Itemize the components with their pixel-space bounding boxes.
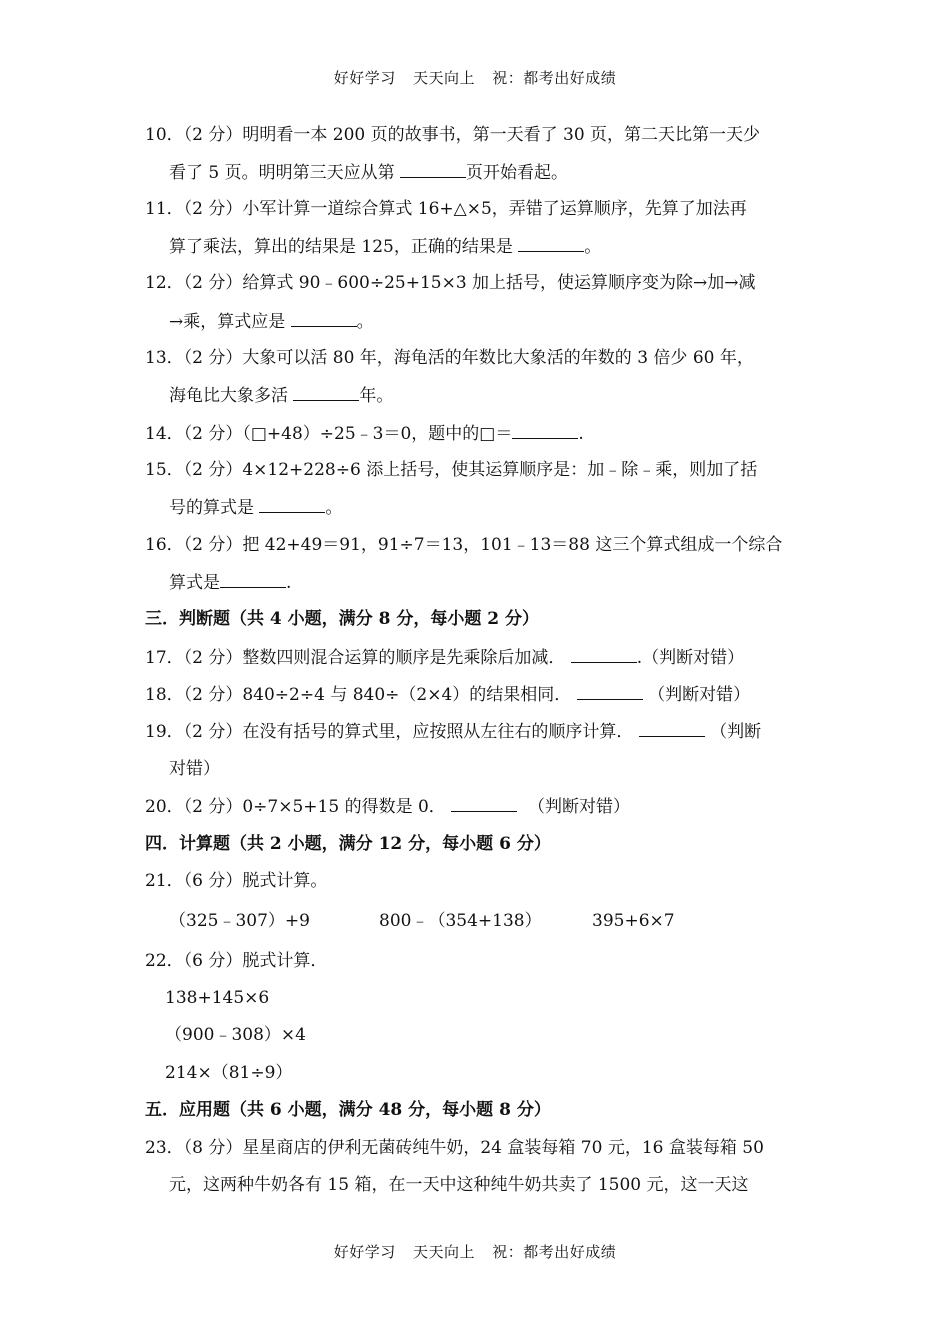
q22-expr-1: 138+145×6	[165, 988, 270, 1008]
q17-line	[145, 646, 744, 669]
q22-expr-2: （900﹣308）×4	[165, 1025, 306, 1045]
q18-text-end: （判断对错）	[648, 685, 751, 705]
q12-line-2	[169, 310, 374, 333]
q11-text-end: 。	[584, 237, 602, 257]
q14-text-end: .	[578, 424, 584, 444]
q11-line-2	[169, 235, 601, 258]
q19-answer-blank	[639, 720, 705, 737]
q22-line: 22．（6 分）脱式计算．	[145, 951, 328, 971]
q15-line-2	[169, 496, 342, 519]
footer-part-1: 好好学习	[333, 1243, 396, 1261]
q11-answer-blank	[518, 235, 584, 252]
q21-expr-3: 395+6×7	[592, 911, 675, 931]
footer-part-3: 祝：都考出好成绩	[492, 1243, 617, 1261]
q15-text: 号的算式是	[169, 498, 254, 518]
q20-line	[145, 795, 630, 818]
q16-answer-blank	[220, 571, 286, 588]
q21-line: 21．（6 分）脱式计算。	[145, 871, 328, 891]
section-5-title: 五．应用题（共 6 小题，满分 48 分，每小题 8 分）	[145, 1100, 551, 1120]
q17-answer-blank	[571, 646, 637, 663]
q19-text: 19．（2 分）在没有括号的算式里，应按照从左往右的顺序计算．	[145, 722, 634, 742]
q14-line	[145, 422, 584, 445]
header-part-3: 祝：都考出好成绩	[492, 69, 617, 87]
q18-text: 18．（2 分）840÷2÷4 与 840÷（2×4）的结果相同．	[145, 685, 572, 705]
q12-line-1: 12．（2 分）给算式 90﹣600÷25+15×3 加上括号，使运算顺序变为除→加→减	[145, 273, 756, 293]
q19-line-1	[145, 720, 761, 743]
q16-line-2	[169, 571, 291, 594]
q10-text: 看了 5 页。明明第三天应从第	[169, 163, 395, 183]
q13-answer-blank	[293, 384, 359, 401]
section-3-title: 三．判断题（共 4 小题，满分 8 分，每小题 2 分）	[145, 609, 539, 629]
q19-line-2: 对错）	[169, 759, 220, 779]
q17-text: 17．（2 分）整数四则混合运算的顺序是先乘除后加减．	[145, 648, 566, 668]
footer-part-2: 天天向上	[412, 1243, 475, 1261]
page-footer	[0, 1241, 950, 1262]
q19-text-end: （判断	[710, 722, 762, 742]
q13-line-1: 13．（2 分）大象可以活 80 年，海龟活的年数比大象活的年数的 3 倍少 60 年，	[145, 348, 754, 368]
q10-line-2	[169, 161, 568, 184]
q16-line-1: 16．（2 分）把 42+49＝91，91÷7＝13，101﹣13＝88 这三个算式组成一个综合	[145, 535, 783, 555]
q17-text-end: .（判断对错）	[636, 648, 745, 668]
q15-text-end: 。	[325, 498, 343, 518]
q10-line-1: 10．（2 分）明明看一本 200 页的故事书，第一天看了 30 页，第二天比第一天少	[145, 125, 761, 145]
q16-text: 算式是	[169, 573, 220, 593]
header-part-2: 天天向上	[412, 69, 475, 87]
q13-line-2	[169, 384, 393, 407]
q15-answer-blank	[259, 496, 325, 513]
q22-expr-3: 214×（81÷9）	[165, 1063, 293, 1083]
q18-line	[145, 683, 750, 706]
q23-line-2: 元，这两种牛奶各有 15 箱，在一天中这种纯牛奶共卖了 1500 元，这一天这	[169, 1175, 749, 1195]
q20-text-end: （判断对错）	[528, 797, 631, 817]
q12-text: →乘，算式应是	[169, 312, 286, 332]
q15-line-1: 15．（2 分）4×12+228÷6 添上括号，使其运算顺序是：加﹣除﹣乘，则加了括	[145, 460, 758, 480]
q11-line-1: 11．（2 分）小军计算一道综合算式 16+△×5，弄错了运算顺序，先算了加法再	[145, 199, 747, 219]
q12-answer-blank	[291, 310, 357, 327]
q10-answer-blank	[400, 161, 466, 178]
q13-text: 海龟比大象多活	[169, 386, 288, 406]
header-part-1: 好好学习	[333, 69, 396, 87]
q13-text-end: 年。	[359, 386, 394, 406]
q16-text-end: .	[286, 573, 292, 593]
q23-line-1: 23．（8 分）星星商店的伊利无菌砖纯牛奶，24 盒装每箱 70 元，16 盒装每箱 50	[145, 1138, 764, 1158]
q14-answer-blank	[512, 422, 578, 439]
page-header	[0, 67, 950, 88]
q18-answer-blank	[577, 683, 643, 700]
q20-answer-blank	[451, 795, 517, 812]
q14-text: 14．（2 分）（□+48）÷25﹣3＝0，题中的□＝	[145, 424, 513, 444]
q21-expr-1: （325﹣307）+9	[169, 911, 310, 931]
q11-text: 算了乘法，算出的结果是 125，正确的结果是	[169, 237, 513, 257]
q20-text: 20．（2 分）0÷7×5+15 的得数是 0．	[145, 797, 446, 817]
section-4-title: 四．计算题（共 2 小题，满分 12 分，每小题 6 分）	[145, 834, 551, 854]
q12-text-end: 。	[356, 312, 374, 332]
q10-text-end: 页开始看起。	[466, 163, 569, 183]
q21-expr-2: 800﹣（354+138）	[379, 911, 542, 931]
